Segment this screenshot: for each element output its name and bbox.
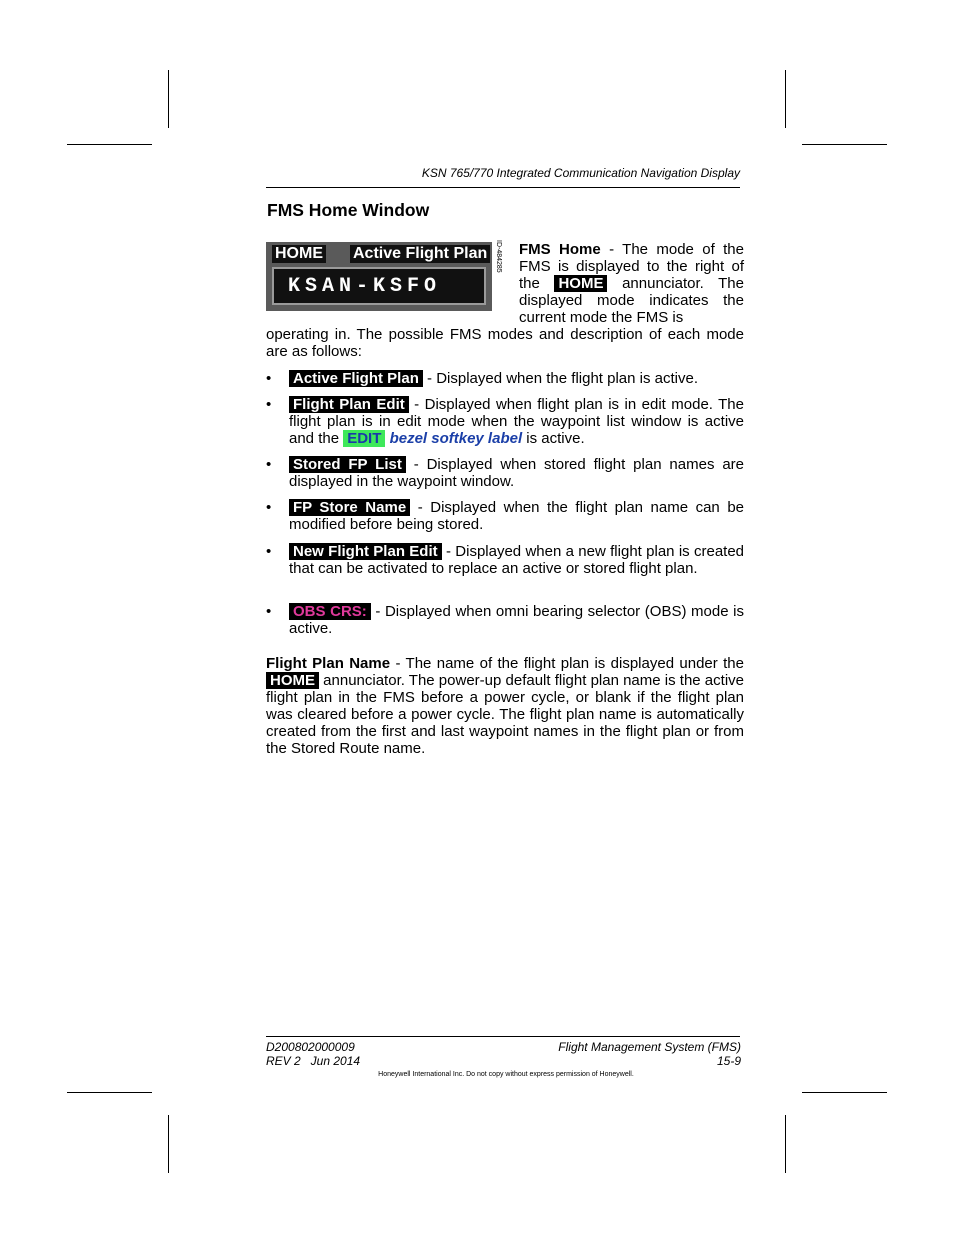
mode-tag: New Flight Plan Edit <box>289 543 442 560</box>
flight-plan-name-box <box>272 267 486 305</box>
revision: REV 2 Jun 2014 <box>266 1054 361 1068</box>
bullet-text: - Displayed when the flight plan is active. <box>422 370 699 387</box>
fms-home-display-figure <box>266 242 492 311</box>
crop-mark <box>67 144 152 145</box>
obs-tag: OBS CRS: <box>289 603 371 620</box>
bullet-icon: • <box>266 396 272 413</box>
fpn-text-2: annunciator. The power-up default flight plan name is the active flight plan in the FMS before a power cycle, or blank if the flight plan was cleared before a power cycle. The flight plan name is automatically created from the first and last waypoint names in the flight plan or from the Stored Route name. <box>266 672 744 757</box>
crop-mark <box>67 1092 152 1093</box>
bullet-text-end: is active. <box>522 430 585 447</box>
list-item <box>266 456 744 490</box>
footer-left <box>266 1040 360 1068</box>
fpn-text-1: - The name of the flight plan is displayed under the <box>390 655 744 672</box>
mode-tag: FP Store Name <box>289 499 410 516</box>
bullet-text: - Displayed when omni bearing selector (OBS) mode is active. <box>289 603 745 637</box>
crop-mark <box>802 1092 887 1093</box>
bullet-icon: • <box>266 370 272 387</box>
copyright-notice: Honeywell International Inc. Do not copy without express permission of Honeywell. <box>378 1071 634 1078</box>
footer-rule <box>266 1036 740 1037</box>
list-item <box>266 603 744 637</box>
flight-plan-name: KSAN-KSFO <box>288 275 442 298</box>
bullet-text: - Displayed when stored flight plan names are displayed in the waypoint window. <box>289 456 744 490</box>
running-header: KSN 765/770 Integrated Communication Navigation Display <box>421 166 740 180</box>
list-item <box>266 396 744 447</box>
intro-text-2: annunciator. The displayed mode indicates the current mode the FMS is <box>519 275 744 326</box>
list-item <box>266 543 744 577</box>
doc-number: D200802000009 <box>266 1040 355 1054</box>
bullet-icon: • <box>266 499 272 516</box>
home-tag: HOME <box>266 672 319 689</box>
home-tag: HOME <box>554 275 607 292</box>
header-rule <box>266 187 740 188</box>
section-title: FMS Home Window <box>267 200 430 220</box>
crop-mark <box>785 70 786 128</box>
edit-tag: EDIT <box>343 430 385 447</box>
intro-paragraph-continued: operating in. The possible FMS modes and description of each mode are as follows: <box>266 326 744 360</box>
bullet-icon: • <box>266 603 272 620</box>
bullet-text: - Displayed when the flight plan name can be modified before being stored. <box>289 499 744 533</box>
bullet-icon: • <box>266 456 272 473</box>
mode-tag: Stored FP List <box>289 456 406 473</box>
intro-paragraph-right <box>519 241 744 326</box>
mode-tag: Active Flight Plan <box>289 370 423 387</box>
flight-plan-name-paragraph <box>266 655 744 757</box>
home-annunciator: HOME <box>272 245 326 263</box>
list-item <box>266 499 744 533</box>
figure-id: ID-484285 <box>495 240 502 273</box>
fms-mode-label: Active Flight Plan <box>350 245 490 263</box>
bullet-text: - Displayed when a new flight plan is created that can be activated to replace an active or stored flight plan. <box>289 543 745 577</box>
list-item <box>266 370 744 387</box>
crop-mark <box>168 1115 169 1173</box>
fpn-term: Flight Plan Name <box>266 655 391 672</box>
footer-right <box>558 1040 741 1068</box>
mode-tag: Flight Plan Edit <box>289 396 409 413</box>
intro-term: FMS Home <box>519 241 601 258</box>
crop-mark <box>168 70 169 128</box>
bullet-text: - Displayed when flight plan is in edit mode. The flight plan is in edit mode when the waypoint list window is active and the <box>289 396 744 447</box>
crop-mark <box>785 1115 786 1173</box>
crop-mark <box>802 144 887 145</box>
bezel-softkey-label: bezel softkey label <box>389 430 523 447</box>
chapter-title: Flight Management System (FMS) <box>558 1040 741 1054</box>
intro-text-1: - The mode of the FMS is displayed to the right of the <box>519 241 744 292</box>
bullet-icon: • <box>266 543 272 560</box>
page-number: 15-9 <box>716 1054 741 1068</box>
